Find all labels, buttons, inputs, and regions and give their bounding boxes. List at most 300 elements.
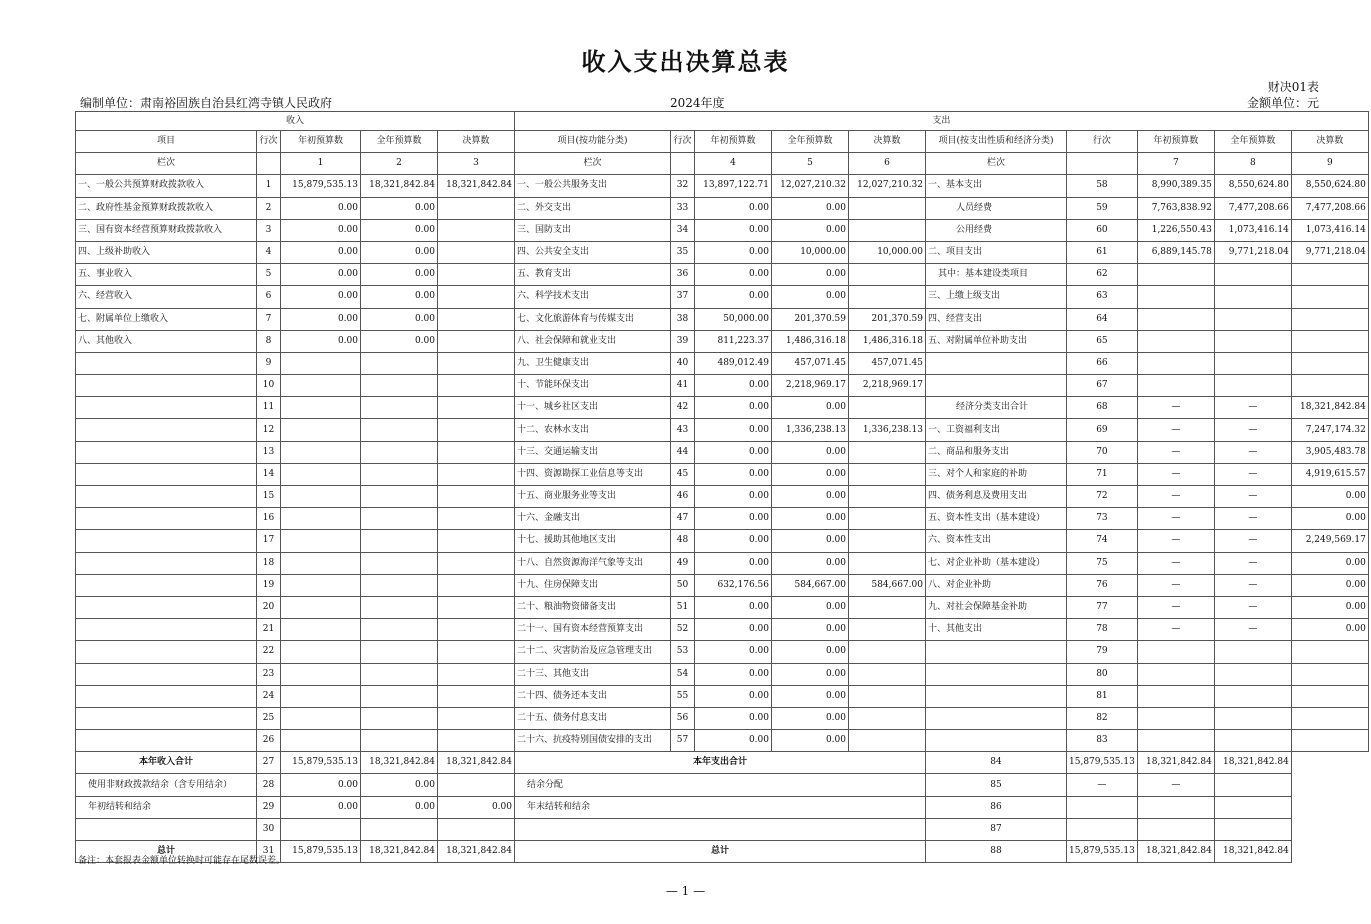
- table-cell: [849, 552, 926, 574]
- table-cell: 35: [671, 241, 695, 263]
- table-row: [76, 286, 1369, 308]
- table-cell: [76, 685, 257, 707]
- table-cell: [438, 574, 515, 596]
- table-cell: 3,905,483.78: [1291, 441, 1368, 463]
- table-cell: [1214, 352, 1291, 374]
- summary-value: [1067, 818, 1138, 840]
- table-cell: [281, 596, 361, 618]
- table-cell: 10,000.00: [849, 241, 926, 263]
- table-cell: 二、政府性基金预算财政拨款收入: [76, 197, 257, 219]
- table-cell: —: [1137, 530, 1214, 552]
- table-cell: —: [1137, 552, 1214, 574]
- table-cell: [361, 419, 438, 441]
- table-row: [76, 352, 1369, 374]
- summary-value: 18,321,842.84: [361, 841, 438, 863]
- table-cell: 7,477,208.66: [1214, 197, 1291, 219]
- table-cell: 十二、农林水支出: [515, 419, 671, 441]
- column-header-row: [76, 131, 1369, 153]
- table-cell: 23: [257, 663, 281, 685]
- table-cell: —: [1214, 619, 1291, 641]
- table-cell: 六、科学技术支出: [515, 286, 671, 308]
- table-cell: 二十二、灾害防治及应急管理支出: [515, 641, 671, 663]
- table-cell: 0.00: [281, 264, 361, 286]
- table-cell: 55: [671, 685, 695, 707]
- table-cell: 39: [671, 330, 695, 352]
- table-cell: [1137, 685, 1214, 707]
- column-number: 8: [1214, 153, 1291, 175]
- summary-row: [76, 818, 1369, 840]
- table-cell: 54: [671, 663, 695, 685]
- table-cell: 0.00: [695, 264, 772, 286]
- table-cell: [281, 619, 361, 641]
- table-cell: [76, 508, 257, 530]
- summary-value: —: [1067, 774, 1138, 796]
- table-cell: 6: [257, 286, 281, 308]
- table-cell: —: [1137, 397, 1214, 419]
- table-cell: 11: [257, 397, 281, 419]
- table-cell: —: [1214, 397, 1291, 419]
- table-cell: 九、卫生健康支出: [515, 352, 671, 374]
- table-cell: [281, 486, 361, 508]
- table-row: [76, 241, 1369, 263]
- table-cell: 0.00: [772, 486, 849, 508]
- table-cell: [361, 375, 438, 397]
- table-cell: 19: [257, 574, 281, 596]
- table-row: [76, 264, 1369, 286]
- table-cell: 43: [671, 419, 695, 441]
- table-cell: [361, 730, 438, 752]
- table-cell: 52: [671, 619, 695, 641]
- table-cell: [926, 730, 1067, 752]
- table-cell: 8,990,389.35: [1137, 175, 1214, 197]
- table-cell: 0.00: [772, 552, 849, 574]
- table-cell: 5: [257, 264, 281, 286]
- table-cell: [361, 441, 438, 463]
- table-cell: —: [1137, 419, 1214, 441]
- table-cell: [438, 685, 515, 707]
- table-cell: 十九、住房保障支出: [515, 574, 671, 596]
- table-cell: [1291, 308, 1368, 330]
- table-cell: [1214, 264, 1291, 286]
- table-cell: [1137, 264, 1214, 286]
- table-cell: [849, 197, 926, 219]
- column-header: 全年预算数: [772, 131, 849, 153]
- summary-value: 0.00: [281, 796, 361, 818]
- table-cell: 56: [671, 707, 695, 729]
- column-header: 年初预算数: [695, 131, 772, 153]
- table-cell: 38: [671, 308, 695, 330]
- table-cell: —: [1137, 441, 1214, 463]
- table-cell: 0.00: [772, 219, 849, 241]
- column-header: 年初预算数: [281, 131, 361, 153]
- table-cell: 61: [1067, 241, 1138, 263]
- table-cell: [849, 707, 926, 729]
- table-cell: 0.00: [1291, 552, 1368, 574]
- summary-value: 0.00: [361, 796, 438, 818]
- summary-value: 18,321,842.84: [1214, 841, 1291, 863]
- summary-value: [1214, 774, 1291, 796]
- table-cell: 0.00: [695, 663, 772, 685]
- table-cell: 45: [671, 463, 695, 485]
- table-cell: 一、一般公共预算财政拨款收入: [76, 175, 257, 197]
- table-cell: 0.00: [695, 463, 772, 485]
- table-cell: 十、其他支出: [926, 619, 1067, 641]
- table-cell: 12,027,210.32: [849, 175, 926, 197]
- table-cell: 4,919,615.57: [1291, 463, 1368, 485]
- column-number-row: [76, 153, 1369, 175]
- table-cell: [438, 197, 515, 219]
- budget-table: [75, 111, 1369, 863]
- table-cell: 0.00: [361, 264, 438, 286]
- table-cell: 18,321,842.84: [438, 175, 515, 197]
- table-cell: [281, 730, 361, 752]
- table-cell: 7,247,174.32: [1291, 419, 1368, 441]
- table-cell: 41: [671, 375, 695, 397]
- table-cell: 四、上级补助收入: [76, 241, 257, 263]
- table-row: [76, 596, 1369, 618]
- table-cell: 七、附属单位上缴收入: [76, 308, 257, 330]
- table-cell: 584,667.00: [849, 574, 926, 596]
- table-row: [76, 375, 1369, 397]
- table-cell: [438, 264, 515, 286]
- table-cell: [438, 552, 515, 574]
- table-cell: 71: [1067, 463, 1138, 485]
- table-cell: [849, 463, 926, 485]
- table-cell: [1291, 641, 1368, 663]
- summary-value: [1137, 818, 1214, 840]
- table-cell: [76, 574, 257, 596]
- summary-value: 15,879,535.13: [1067, 841, 1138, 863]
- table-cell: 8,550,624.80: [1291, 175, 1368, 197]
- column-label: 栏次: [515, 153, 671, 175]
- table-cell: 0.00: [695, 286, 772, 308]
- table-cell: [438, 352, 515, 374]
- table-cell: 0.00: [772, 397, 849, 419]
- table-cell: 0.00: [772, 286, 849, 308]
- summary-line: 85: [926, 774, 1067, 796]
- summary-value: 15,879,535.13: [1067, 752, 1138, 774]
- table-cell: 69: [1067, 419, 1138, 441]
- summary-expense-label: 本年支出合计: [515, 752, 926, 774]
- table-cell: —: [1214, 574, 1291, 596]
- table-cell: [849, 530, 926, 552]
- table-cell: [1137, 663, 1214, 685]
- table-cell: [849, 441, 926, 463]
- table-cell: 67: [1067, 375, 1138, 397]
- table-cell: [1214, 707, 1291, 729]
- table-cell: [438, 308, 515, 330]
- table-cell: [361, 641, 438, 663]
- table-cell: [281, 530, 361, 552]
- table-cell: [1214, 730, 1291, 752]
- table-cell: [438, 707, 515, 729]
- summary-line: 84: [926, 752, 1067, 774]
- table-cell: 七、对企业补助（基本建设）: [926, 552, 1067, 574]
- table-cell: [281, 552, 361, 574]
- table-cell: 四、经营支出: [926, 308, 1067, 330]
- table-cell: 1,486,316.18: [772, 330, 849, 352]
- table-cell: 十六、金融支出: [515, 508, 671, 530]
- form-number: 财决01表: [1267, 80, 1319, 94]
- summary-value: —: [1137, 774, 1214, 796]
- table-cell: 0.00: [1291, 574, 1368, 596]
- table-cell: 1,073,416.14: [1214, 219, 1291, 241]
- summary-value: [1137, 796, 1214, 818]
- table-cell: 二、外交支出: [515, 197, 671, 219]
- summary-value: 15,879,535.13: [281, 841, 361, 863]
- table-cell: 20: [257, 596, 281, 618]
- footnote: 备注：本套报表金额单位转换时可能存在尾数误差。: [78, 856, 286, 866]
- table-cell: 三、上缴上级支出: [926, 286, 1067, 308]
- table-cell: 50: [671, 574, 695, 596]
- table-cell: 34: [671, 219, 695, 241]
- table-cell: [281, 574, 361, 596]
- table-cell: [1137, 330, 1214, 352]
- table-cell: 0.00: [1291, 486, 1368, 508]
- column-label: 栏次: [76, 153, 257, 175]
- table-cell: 0.00: [772, 530, 849, 552]
- table-cell: [76, 730, 257, 752]
- table-cell: [361, 619, 438, 641]
- table-cell: [1214, 685, 1291, 707]
- table-cell: 0.00: [772, 463, 849, 485]
- table-cell: 六、资本性支出: [926, 530, 1067, 552]
- table-cell: [281, 663, 361, 685]
- table-cell: [438, 286, 515, 308]
- table-cell: 36: [671, 264, 695, 286]
- table-cell: [76, 641, 257, 663]
- table-cell: 60: [1067, 219, 1138, 241]
- table-cell: [438, 397, 515, 419]
- table-cell: 2,249,569.17: [1291, 530, 1368, 552]
- table-cell: 0.00: [695, 641, 772, 663]
- table-cell: [438, 463, 515, 485]
- table-row: [76, 530, 1369, 552]
- column-number: 9: [1291, 153, 1368, 175]
- table-cell: [438, 441, 515, 463]
- table-cell: 79: [1067, 641, 1138, 663]
- summary-line: 29: [257, 796, 281, 818]
- table-cell: 二、项目支出: [926, 241, 1067, 263]
- table-cell: 0.00: [772, 508, 849, 530]
- table-cell: [76, 663, 257, 685]
- table-cell: [361, 574, 438, 596]
- summary-row: [76, 796, 1369, 818]
- table-cell: —: [1214, 441, 1291, 463]
- column-header: 行次: [671, 131, 695, 153]
- table-cell: —: [1214, 419, 1291, 441]
- table-cell: [849, 286, 926, 308]
- table-cell: 0.00: [772, 264, 849, 286]
- amount-unit: 金额单位：元: [1246, 96, 1319, 110]
- table-cell: [281, 707, 361, 729]
- table-cell: 公用经费: [926, 219, 1067, 241]
- table-cell: [361, 352, 438, 374]
- table-cell: 6,889,145.78: [1137, 241, 1214, 263]
- table-cell: 7,477,208.66: [1291, 197, 1368, 219]
- table-cell: 0.00: [772, 619, 849, 641]
- table-cell: [1291, 352, 1368, 374]
- table-cell: [438, 619, 515, 641]
- column-label: 栏次: [926, 153, 1067, 175]
- income-section: 收入: [76, 112, 515, 131]
- table-cell: —: [1214, 552, 1291, 574]
- table-cell: 25: [257, 707, 281, 729]
- table-cell: 0.00: [695, 508, 772, 530]
- table-cell: 51: [671, 596, 695, 618]
- table-cell: 632,176.56: [695, 574, 772, 596]
- table-row: [76, 330, 1369, 352]
- table-cell: 73: [1067, 508, 1138, 530]
- table-cell: 0.00: [772, 730, 849, 752]
- table-cell: [1137, 286, 1214, 308]
- table-cell: 0.00: [695, 552, 772, 574]
- column-header: 项目(按支出性质和经济分类): [926, 131, 1067, 153]
- table-cell: [1214, 663, 1291, 685]
- table-cell: 八、其他收入: [76, 330, 257, 352]
- table-row: [76, 707, 1369, 729]
- table-cell: 0.00: [695, 530, 772, 552]
- table-cell: [1291, 375, 1368, 397]
- table-cell: [281, 397, 361, 419]
- table-cell: 10: [257, 375, 281, 397]
- table-cell: [76, 552, 257, 574]
- table-cell: [1291, 730, 1368, 752]
- table-cell: 21: [257, 619, 281, 641]
- table-cell: 二十五、债务付息支出: [515, 707, 671, 729]
- table-cell: 70: [1067, 441, 1138, 463]
- expense-section: 支出: [515, 112, 1369, 131]
- table-cell: [438, 219, 515, 241]
- table-cell: —: [1214, 463, 1291, 485]
- table-cell: [1214, 375, 1291, 397]
- table-cell: 0.00: [695, 241, 772, 263]
- table-cell: [849, 264, 926, 286]
- table-cell: 十四、资源勘探工业信息等支出: [515, 463, 671, 485]
- table-cell: [1291, 663, 1368, 685]
- table-row: [76, 730, 1369, 752]
- table-cell: [438, 641, 515, 663]
- summary-line: 87: [926, 818, 1067, 840]
- summary-value: [361, 818, 438, 840]
- table-cell: 49: [671, 552, 695, 574]
- table-cell: 44: [671, 441, 695, 463]
- table-cell: 六、经营收入: [76, 286, 257, 308]
- table-cell: 0.00: [772, 641, 849, 663]
- table-cell: [1214, 330, 1291, 352]
- column-number: 4: [695, 153, 772, 175]
- table-cell: 一、基本支出: [926, 175, 1067, 197]
- table-cell: [1137, 641, 1214, 663]
- table-cell: 63: [1067, 286, 1138, 308]
- table-cell: 0.00: [695, 730, 772, 752]
- table-cell: 0.00: [695, 596, 772, 618]
- table-cell: 0.00: [281, 330, 361, 352]
- table-cell: [849, 486, 926, 508]
- table-cell: 0.00: [695, 219, 772, 241]
- table-cell: 68: [1067, 397, 1138, 419]
- table-cell: —: [1137, 463, 1214, 485]
- table-cell: 22: [257, 641, 281, 663]
- table-cell: 0.00: [281, 308, 361, 330]
- table-cell: 18: [257, 552, 281, 574]
- table-cell: 15: [257, 486, 281, 508]
- table-cell: 三、对个人和家庭的补助: [926, 463, 1067, 485]
- table-cell: 四、债务利息及费用支出: [926, 486, 1067, 508]
- table-cell: 0.00: [361, 286, 438, 308]
- column-header: 决算数: [849, 131, 926, 153]
- table-cell: 18,321,842.84: [361, 175, 438, 197]
- table-cell: [76, 397, 257, 419]
- summary-row: [76, 752, 1369, 774]
- table-cell: 八、对企业补助: [926, 574, 1067, 596]
- table-cell: 0.00: [695, 419, 772, 441]
- column-header: 决算数: [1291, 131, 1368, 153]
- table-cell: 7: [257, 308, 281, 330]
- table-cell: 489,012.49: [695, 352, 772, 374]
- empty-cell: [257, 153, 281, 175]
- table-cell: 18,321,842.84: [1291, 397, 1368, 419]
- summary-line: 31: [257, 841, 281, 863]
- table-cell: [926, 707, 1067, 729]
- table-cell: —: [1214, 508, 1291, 530]
- table-cell: [76, 619, 257, 641]
- table-cell: 0.00: [695, 619, 772, 641]
- table-cell: 2,218,969.17: [772, 375, 849, 397]
- table-cell: [1137, 375, 1214, 397]
- table-cell: —: [1137, 508, 1214, 530]
- table-cell: 584,667.00: [772, 574, 849, 596]
- table-cell: [361, 596, 438, 618]
- table-row: [76, 552, 1369, 574]
- table-cell: [438, 241, 515, 263]
- table-cell: 0.00: [695, 685, 772, 707]
- table-cell: 0.00: [695, 397, 772, 419]
- table-cell: [926, 375, 1067, 397]
- column-number: 6: [849, 153, 926, 175]
- table-row: [76, 508, 1369, 530]
- table-cell: 二十四、债务还本支出: [515, 685, 671, 707]
- table-cell: 1,336,238.13: [849, 419, 926, 441]
- table-cell: 0.00: [695, 197, 772, 219]
- table-cell: —: [1214, 530, 1291, 552]
- page-number: — 1 —: [665, 884, 706, 898]
- table-cell: [1214, 641, 1291, 663]
- table-cell: [438, 530, 515, 552]
- table-cell: [849, 219, 926, 241]
- table-cell: [76, 352, 257, 374]
- table-cell: 0.00: [772, 685, 849, 707]
- table-cell: 77: [1067, 596, 1138, 618]
- organization: 编制单位：肃南裕固族自治县红湾寺镇人民政府: [80, 96, 333, 110]
- table-cell: 五、对附属单位补助支出: [926, 330, 1067, 352]
- summary-label: [76, 818, 257, 840]
- table-cell: 1,486,316.18: [849, 330, 926, 352]
- table-cell: [1214, 286, 1291, 308]
- summary-label: 总计: [76, 841, 257, 863]
- table-cell: [76, 463, 257, 485]
- table-cell: [438, 419, 515, 441]
- summary-value: 18,321,842.84: [1214, 752, 1291, 774]
- table-cell: 二十一、国有资本经营预算支出: [515, 619, 671, 641]
- table-cell: [438, 330, 515, 352]
- table-cell: 47: [671, 508, 695, 530]
- table-cell: 0.00: [772, 197, 849, 219]
- summary-line: 86: [926, 796, 1067, 818]
- table-cell: [926, 352, 1067, 374]
- summary-value: 18,321,842.84: [438, 752, 515, 774]
- table-cell: 42: [671, 397, 695, 419]
